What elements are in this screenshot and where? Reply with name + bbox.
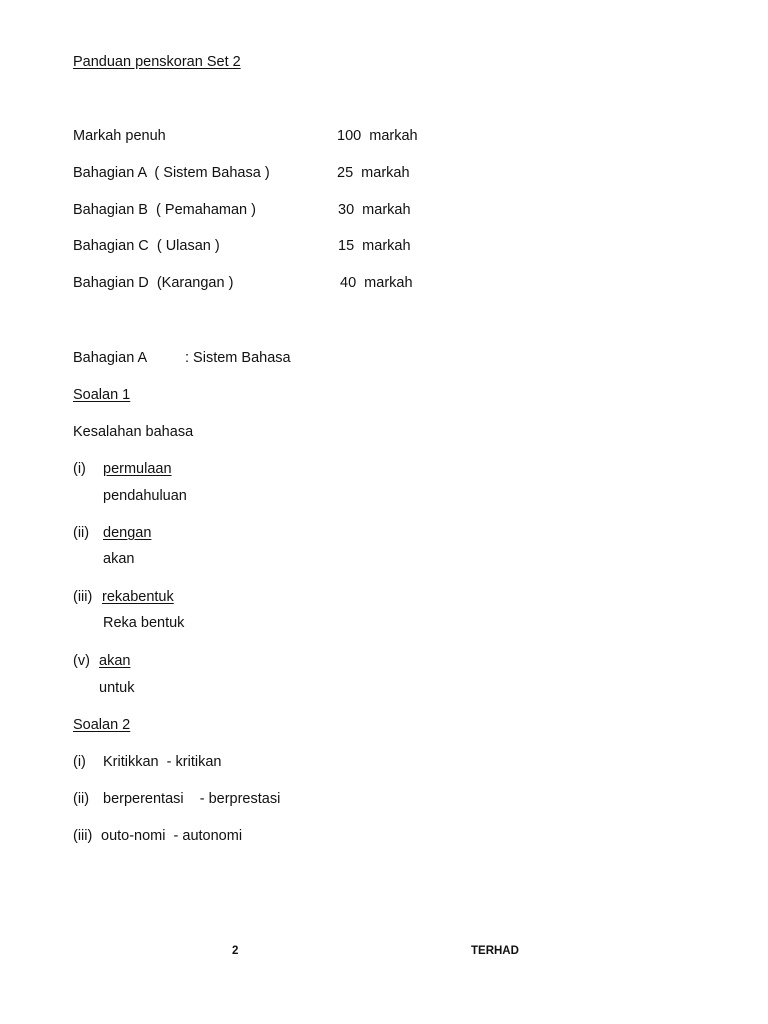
marks-label-a: Bahagian A ( Sistem Bahasa )	[73, 165, 270, 181]
item-number: (ii)	[73, 791, 90, 807]
soalan1-heading: Soalan 1	[73, 387, 131, 403]
soalan1-subheading: Kesalahan bahasa	[73, 424, 194, 440]
classification-label: TERHAD	[471, 945, 519, 957]
correct-word: Reka bentuk	[103, 615, 185, 631]
wrong-word: dengan	[103, 525, 152, 541]
item-number: (i)	[73, 754, 86, 770]
item-number: (iii)	[73, 828, 93, 844]
section-label: Bahagian A	[73, 350, 148, 366]
marks-value-b: 30 markah	[338, 202, 411, 218]
marks-value-full: 100 markah	[337, 128, 418, 144]
page-number: 2	[232, 945, 239, 957]
section-name: : Sistem Bahasa	[185, 350, 291, 366]
correct-word: pendahuluan	[103, 488, 187, 504]
wrong-word: rekabentuk	[102, 589, 174, 605]
marks-label-d: Bahagian D (Karangan )	[73, 275, 234, 291]
marks-label-full: Markah penuh	[73, 128, 166, 144]
soalan2-heading: Soalan 2	[73, 717, 131, 733]
marks-value-d: 40 markah	[340, 275, 413, 291]
correct-word: untuk	[99, 680, 135, 696]
wrong-word: permulaan	[103, 461, 172, 477]
correction-text: berperentasi - berprestasi	[103, 791, 281, 807]
page-title: Panduan penskoran Set 2	[73, 54, 241, 70]
correct-word: akan	[103, 551, 135, 567]
marks-label-c: Bahagian C ( Ulasan )	[73, 238, 220, 254]
item-number: (ii)	[73, 525, 90, 541]
item-number: (v)	[73, 653, 90, 669]
marks-label-b: Bahagian B ( Pemahaman )	[73, 202, 256, 218]
marks-value-a: 25 markah	[337, 165, 410, 181]
item-number: (iii)	[73, 589, 93, 605]
item-number: (i)	[73, 461, 86, 477]
wrong-word: akan	[99, 653, 131, 669]
marks-value-c: 15 markah	[338, 238, 411, 254]
correction-text: outo-nomi - autonomi	[101, 828, 243, 844]
correction-text: Kritikkan - kritikan	[103, 754, 222, 770]
